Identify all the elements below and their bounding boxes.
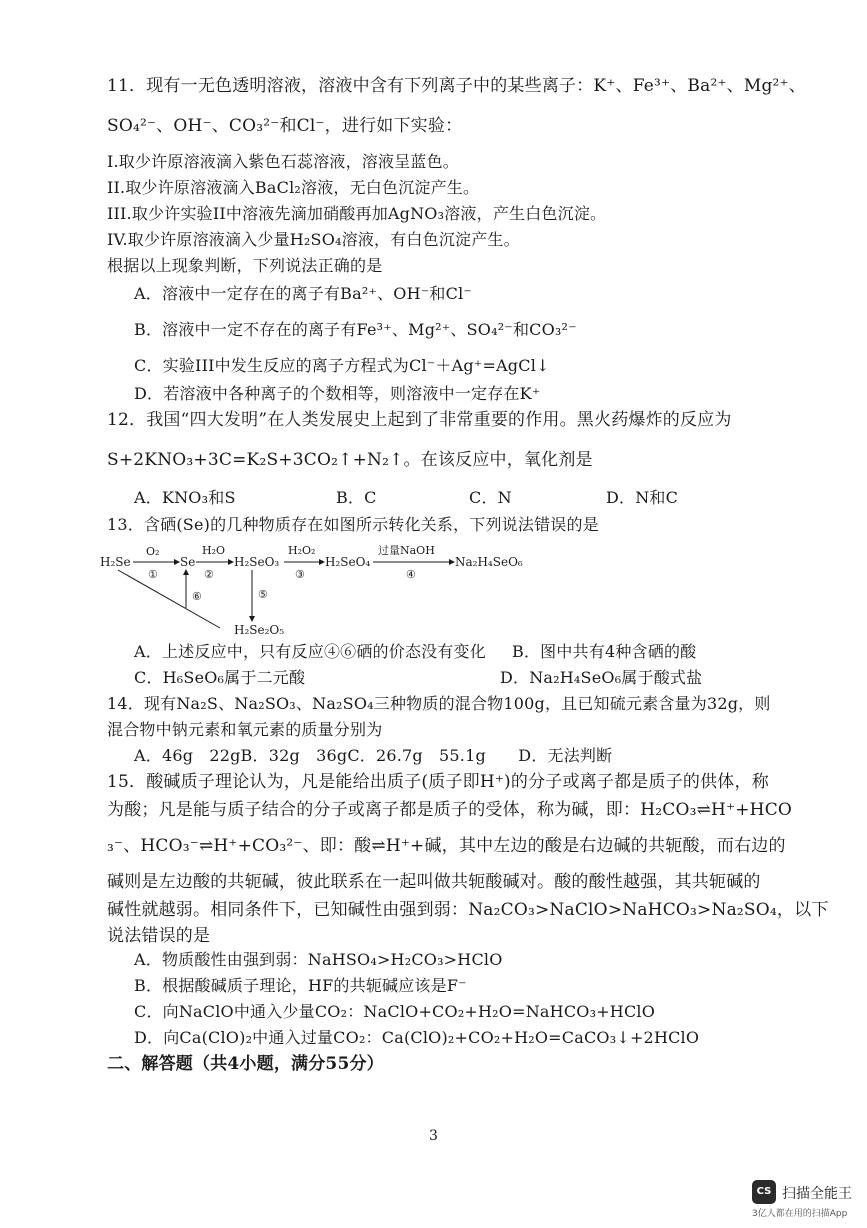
q15-stem-line5: 碱性就越弱。相同条件下，已知碱性由强到弱：Na₂CO₃>NaClO>NaHCO₃>Na₂SO₄，以下 [107, 900, 829, 920]
q12-stem-line2: S+2KNO₃+3C=K₂S+3CO₂↑+N₂↑。在该反应中，氧化剂是 [107, 450, 593, 470]
q15-stem-line1: 15．酸碱质子理论认为，凡是能给出质子(质子即H⁺)的分子或离子都是质子的供体，称 [107, 772, 769, 792]
step-5: ⑤ [258, 588, 268, 601]
reagent-h2o: H₂O [202, 544, 226, 557]
step-6: ⑥ [192, 590, 202, 603]
step-3: ③ [295, 568, 305, 581]
q12-option-d: D．N和C [606, 488, 679, 507]
reagent-h2o2: H₂O₂ [288, 544, 316, 557]
q12-option-a: A．KNO₃和S [134, 488, 236, 507]
q11-experiment-2: II.取少许原溶液滴入BaCl₂溶液，无白色沉淀产生。 [107, 178, 480, 197]
diagram-se: Se [180, 555, 196, 569]
q13-option-a: A．上述反应中，只有反应④⑥硒的价态没有变化 [134, 642, 486, 661]
reagent-naoh: 过量NaOH [378, 544, 435, 557]
scanner-watermark [752, 1180, 852, 1220]
q13-option-b: B．图中共有4种含硒的酸 [512, 642, 697, 661]
arrow-5-head [249, 616, 255, 622]
q11-experiment-3: III.取少许实验II中溶液先滴加硝酸再加AgNO₃溶液，产生白色沉淀。 [107, 204, 607, 223]
q11-option-c: C．实验III中发生反应的离子方程式为Cl⁻＋Ag⁺=AgCl↓ [134, 356, 550, 375]
q15-option-c: C．向NaClO中通入少量CO₂：NaClO+CO₂+H₂O=NaHCO₃+HClO [134, 1002, 656, 1021]
diagram-h2se: H₂Se [100, 555, 131, 569]
diagram-h2se2o5: H₂Se₂O₅ [234, 623, 285, 637]
q13-option-c: C．H₆SeO₆属于二元酸 [134, 668, 306, 687]
q11-stem-line1: 11．现有一无色透明溶液，溶液中含有下列离子中的某些离子：K⁺、Fe³⁺、Ba²⁺、Mg²⁺、 [107, 76, 806, 96]
q14-stem-line1: 14．现有Na₂S、Na₂SO₃、Na₂SO₄三种物质的混合物100g，且已知硫元素含量为32g，则 [107, 694, 771, 713]
q15-option-b: B．根据酸碱质子理论，HF的共轭碱应该是F⁻ [134, 976, 467, 995]
q11-prompt: 根据以上现象判断，下列说法正确的是 [107, 256, 383, 275]
q11-option-a: A．溶液中一定存在的离子有Ba²⁺、OH⁻和Cl⁻ [134, 284, 473, 303]
q11-option-d: D．若溶液中各种离子的个数相等，则溶液中一定存在K⁺ [134, 384, 541, 403]
q13-stem: 13．含硒(Se)的几种物质存在如图所示转化关系，下列说法错误的是 [107, 515, 599, 534]
section-2-heading: 二、解答题（共4小题，满分55分） [107, 1054, 384, 1074]
q15-option-a: A．物质酸性由强到弱：NaHSO₄>H₂CO₃>HClO [134, 950, 503, 969]
q15-stem-line3: ₃⁻、HCO₃⁻⇌H⁺+CO₃²⁻、即：酸⇌H⁺+碱，其中左边的酸是右边碱的共轭酸，而右边的 [107, 836, 786, 856]
diagram-na2h4seo6: Na₂H₄SeO₆ [455, 555, 523, 569]
step-1: ① [148, 568, 158, 581]
q11-stem-line2: SO₄²⁻、OH⁻、CO₃²⁻和Cl⁻，进行如下实验： [107, 116, 463, 136]
q13-option-d: D．Na₂H₄SeO₆属于酸式盐 [500, 668, 703, 687]
q11-experiment-4: IV.取少许原溶液滴入少量H₂SO₄溶液，有白色沉淀产生。 [107, 230, 520, 249]
q14-options: A．46g 22gB．32g 36gC．26.7g 55.1g D．无法判断 [134, 746, 613, 765]
diagram-h2seo4: H₂SeO₄ [325, 555, 371, 569]
camscanner-tagline: 3亿人都在用的扫描App [752, 1209, 848, 1219]
diagram-h2seo3: H₂SeO₃ [234, 555, 280, 569]
camscanner-name: 扫描全能王 [782, 1186, 852, 1202]
q12-option-c: C．N [469, 488, 512, 507]
arrow-6-head [183, 569, 189, 575]
selenium-conversion-diagram [100, 540, 523, 640]
step-4: ④ [406, 568, 416, 581]
q14-stem-line2: 混合物中钠元素和氧元素的质量分别为 [107, 720, 383, 739]
q11-experiment-1: I.取少许原溶液滴入紫色石蕊溶液，溶液呈蓝色。 [107, 152, 460, 171]
q15-stem-line2: 为酸；凡是能与质子结合的分子或离子都是质子的受体，称为碱，即：H₂CO₃⇌H⁺+HCO [107, 800, 793, 820]
camscanner-logo: CS [752, 1180, 776, 1204]
q15-option-d: D．向Ca(ClO)₂中通入过量CO₂：Ca(ClO)₂+CO₂+H₂O=CaCO₃↓+2HClO [134, 1028, 700, 1047]
q12-option-b: B．C [336, 488, 377, 507]
q15-stem-line6: 说法错误的是 [107, 926, 211, 946]
step-2: ② [204, 568, 214, 581]
q11-option-b: B．溶液中一定不存在的离子有Fe³⁺、Mg²⁺、SO₄²⁻和CO₃²⁻ [134, 320, 577, 339]
page-number: 3 [429, 1128, 438, 1144]
q12-stem-line1: 12．我国“四大发明”在人类发展史上起到了非常重要的作用。黑火药爆炸的反应为 [107, 410, 732, 430]
q15-stem-line4: 碱则是左边酸的共轭碱，彼此联系在一起叫做共轭酸碱对。酸的酸性越强，其共轭碱的 [107, 872, 761, 892]
reagent-o2: O₂ [146, 545, 160, 558]
